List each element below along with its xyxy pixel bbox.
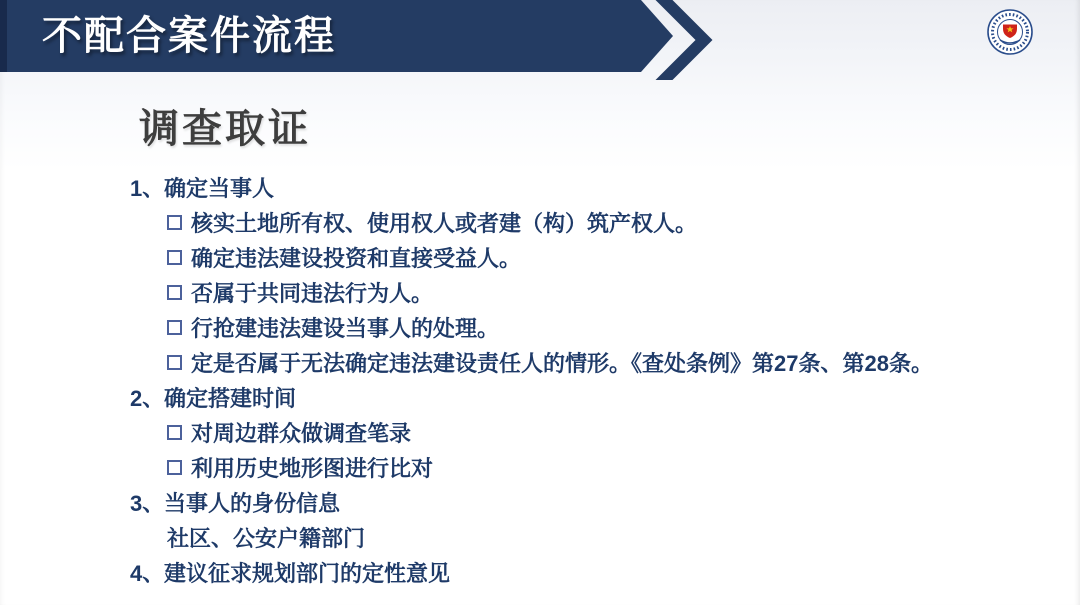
list-item-bullet [130,310,1060,345]
square-bullet-icon [167,320,182,335]
square-bullet-icon [167,215,182,230]
item-text: 社区、公安户籍部门 [167,526,366,551]
square-bullet-icon [167,250,182,265]
list-item-bullet [130,240,1060,275]
square-bullet-icon [167,285,182,300]
list-item-numbered [130,380,1060,415]
square-bullet-icon [167,425,182,440]
item-number: 2、 [130,386,165,411]
slide-banner-title: 不配合案件流程 [42,14,336,58]
item-number: 1、 [130,176,165,201]
item-text: 确定搭建时间 [164,386,297,411]
item-number: 3、 [130,491,165,516]
section-heading: 调查取证 [139,107,311,151]
item-text: 确定违法建设投资和直接受益人。 [191,246,522,271]
list-item-numbered [130,485,1060,520]
item-text: 建议征求规划部门的定性意见 [164,561,451,586]
bullet-list [130,170,1060,590]
banner-edge-strip [0,0,7,72]
item-text: 确定当事人 [164,176,275,201]
list-item-bullet [130,345,1060,380]
square-bullet-icon [167,460,182,475]
item-text: 行抢建违法建设当事人的处理。 [191,316,500,341]
item-text: 否属于共同违法行为人。 [191,281,434,306]
item-text: 利用历史地形图进行比对 [191,456,434,481]
agency-badge-logo-icon [985,7,1035,57]
item-text: 当事人的身份信息 [164,491,341,516]
list-item-bullet [130,450,1060,485]
item-text: 定是否属于无法确定违法建设责任人的情形。《查处条例》第27条、第28条。 [191,351,933,376]
item-text: 核实土地所有权、使用权人或者建（构）筑产权人。 [191,211,698,236]
square-bullet-icon [167,355,182,370]
list-item-numbered [130,170,1060,205]
list-item-bullet [130,205,1060,240]
list-item-bullet [130,275,1060,310]
item-number: 4、 [130,561,165,586]
list-item-bullet [130,415,1060,450]
item-text: 对周边群众做调查笔录 [191,421,412,446]
list-item-plain [130,520,1060,555]
list-item-numbered [130,555,1060,590]
